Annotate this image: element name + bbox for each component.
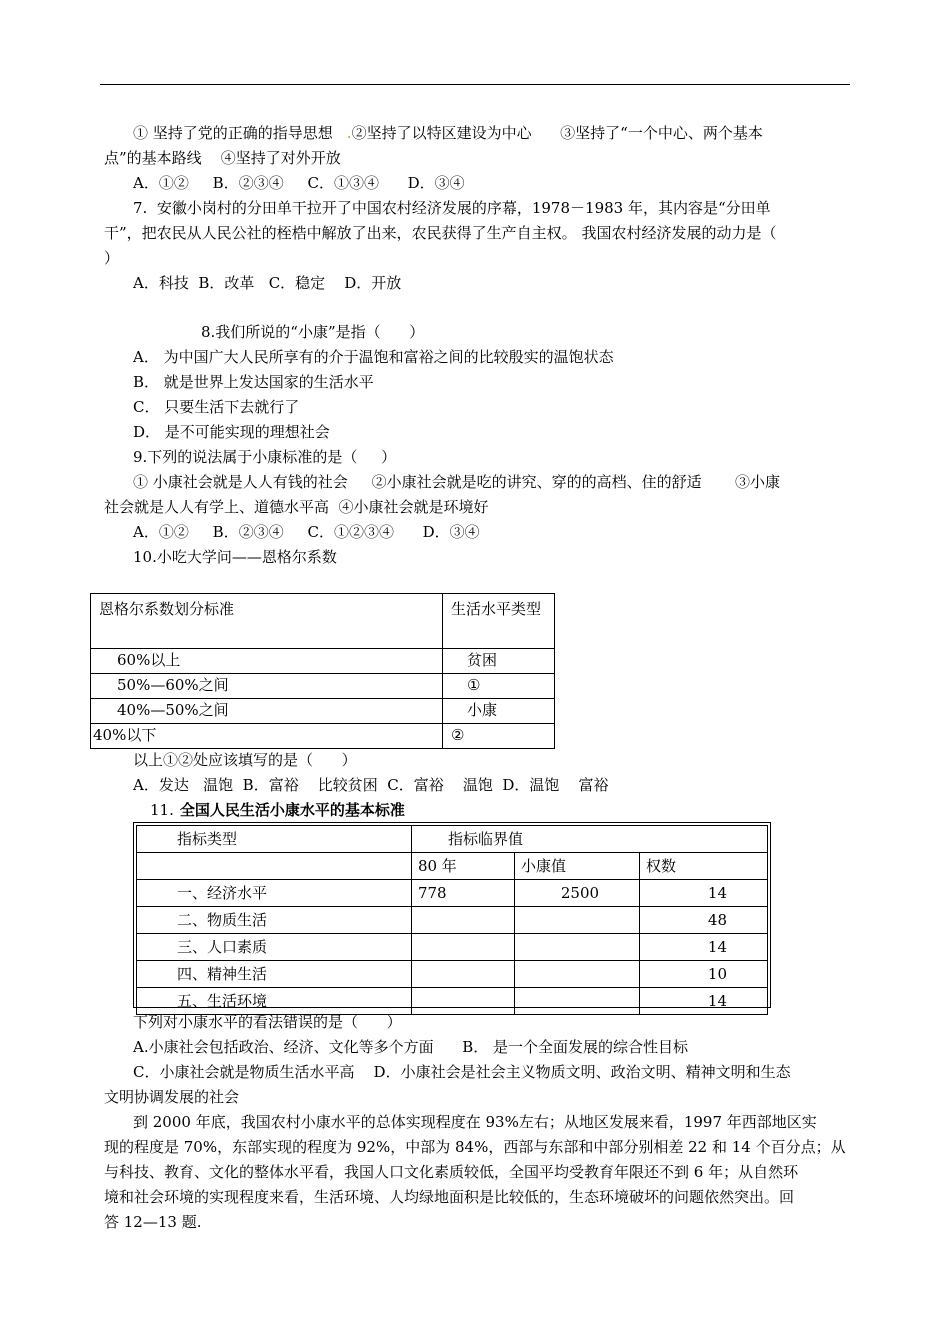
q6-options: A．①② B．②③④ C．①③④ D．③④ — [133, 174, 465, 192]
q11-options-cd-cont: 文明协调发展的社会 — [104, 1088, 240, 1106]
q11-question: 下列对小康水平的看法错误的是（ ） — [133, 1013, 402, 1031]
table-row — [91, 699, 555, 724]
table-cell: 14 — [639, 988, 767, 1015]
table-cell: 40%以下 — [91, 724, 443, 749]
passage-line: 现的程度是 70%，东部实现的程度为 92%，中部为 84%，西部与东部和中部分别相差 22 和 14 个百分点；从 — [104, 1138, 846, 1156]
table-cell — [515, 961, 640, 988]
q8-stem: 8.我们所说的“小康”是指（ ） — [201, 323, 425, 341]
table-cell: 四、精神生活 — [137, 961, 412, 988]
q8-option-c: C． 只要生活下去就行了 — [133, 398, 300, 416]
passage-line: 答 12—13 题. — [104, 1213, 202, 1231]
table-cell: 14 — [639, 880, 767, 907]
table-header-cell: 80 年 — [411, 853, 514, 880]
q10-question: 以上①②处应该填写的是（ ） — [133, 751, 357, 769]
standard-table — [136, 825, 768, 1015]
table-header-row — [137, 826, 768, 853]
table-cell: 小康 — [443, 699, 555, 724]
table-cell — [411, 988, 514, 1015]
table-cell — [411, 907, 514, 934]
table-header-cell: 小康值 — [515, 853, 640, 880]
engel-table — [90, 593, 555, 749]
q11-options-ab: A.小康社会包括政治、经济、文化等多个方面 B． 是一个全面发展的综合性目标 — [133, 1038, 689, 1056]
passage-line: 境和社会环境的实现程度来看，生活环境、人均绿地面积是比较低的，生态环境破坏的问题依然突出。回 — [104, 1188, 795, 1206]
table-cell: ① — [443, 674, 555, 699]
q8-option-b: B． 就是世界上发达国家的生活水平 — [133, 373, 374, 391]
table-row — [91, 649, 555, 674]
q9-line2: 社会就是人人有学上、道德水平高 ④小康社会就是环境好 — [104, 498, 489, 516]
q7-options: A．科技 B．改革 C．稳定 D．开放 — [133, 274, 402, 292]
q7-line2: 干”，把农民从人民公社的桎梏中解放了出来，农民获得了生产自主权。 我国农村经济发展的动力是（ — [104, 224, 777, 242]
table-header-cell: 指标类型 — [137, 826, 412, 853]
table-cell: 2500 — [515, 880, 640, 907]
table-row — [137, 961, 768, 988]
q8-option-a: A． 为中国广大人民所享有的介于温饱和富裕之间的比较殷实的温饱状态 — [133, 348, 614, 366]
table-header-cell: 指标临界值 — [411, 826, 767, 853]
table-header-row — [91, 594, 555, 649]
table-cell — [515, 934, 640, 961]
table-cell: 三、人口素质 — [137, 934, 412, 961]
table-cell — [515, 988, 640, 1015]
table-header-cell: 恩格尔系数划分标准 — [91, 594, 443, 649]
table-cell — [411, 961, 514, 988]
q11-options-cd: C．小康社会就是物质生活水平高 D．小康社会是社会主义物质文明、政治文明、精神文明和生态 — [133, 1063, 791, 1081]
table-header-cell: 权数 — [639, 853, 767, 880]
q11-stem: 11. 全国人民生活小康水平的基本标准 — [150, 801, 405, 819]
table-row — [137, 934, 768, 961]
q11-title: 全国人民生活小康水平的基本标准 — [179, 801, 405, 819]
table-cell: ② — [443, 724, 555, 749]
q10-stem: 10.小吃大学问——恩格尔系数 — [133, 548, 337, 566]
table-row — [137, 907, 768, 934]
table-cell: 10 — [639, 961, 767, 988]
q9-options: A．①② B．②③④ C．①②③④ D．③④ — [133, 523, 480, 541]
table-row — [137, 880, 768, 907]
table-cell — [515, 907, 640, 934]
table-cell: 一、经济水平 — [137, 880, 412, 907]
q7-line1: 7. 安徽小岗村的分田单干拉开了中国农村经济发展的序幕，1978－1983 年，其内容是“分田单 — [133, 199, 771, 217]
q6-line2: 点”的基本路线 ④坚持了对外开放 — [104, 149, 341, 167]
passage-line: 到 2000 年底，我国农村小康水平的总体实现程度在 93%左右；从地区发展来看，1997 年西部地区实 — [133, 1113, 817, 1131]
q6-line1: ① 坚持了党的正确的指导思想 .②坚持了以特区建设为中心 ③坚持了“一个中心、两个基本 — [133, 124, 763, 142]
header-rule — [100, 84, 850, 85]
table-cell: 二、物质生活 — [137, 907, 412, 934]
table-cell: 48 — [639, 907, 767, 934]
q9-line1: ① 小康社会就是人人有钱的社会 ②小康社会就是吃的讲究、穿的的高档、住的舒适 ③小康 — [133, 473, 780, 491]
q6-stray-dot: . — [346, 124, 352, 142]
table-cell: 40%—50%之间 — [91, 699, 443, 724]
q7-line3: ） — [104, 249, 120, 267]
table-cell — [137, 853, 412, 880]
table-row — [91, 674, 555, 699]
table-cell: 778 — [411, 880, 514, 907]
q9-stem: 9.下列的说法属于小康标准的是（ ） — [133, 448, 397, 466]
table-subheader-row — [137, 853, 768, 880]
table-row — [91, 724, 555, 749]
table-row — [137, 988, 768, 1015]
q8-option-d: D． 是不可能实现的理想社会 — [133, 423, 330, 441]
passage-line: 与科技、教育、文化的整体水平看，我国人口文化素质较低，全国平均受教育年限还不到 6 年；从自然环 — [104, 1163, 799, 1181]
table-cell: 60%以上 — [91, 649, 443, 674]
q10-options: A．发达 温饱 B．富裕 比较贫困 C．富裕 温饱 D．温饱 富裕 — [133, 776, 609, 794]
table-header-cell: 生活水平类型 — [443, 594, 555, 649]
standard-table-frame — [133, 822, 771, 1008]
table-cell — [411, 934, 514, 961]
table-cell: 五、生活环境 — [137, 988, 412, 1015]
table-cell: 50%—60%之间 — [91, 674, 443, 699]
table-cell: 贫困 — [443, 649, 555, 674]
table-cell: 14 — [639, 934, 767, 961]
